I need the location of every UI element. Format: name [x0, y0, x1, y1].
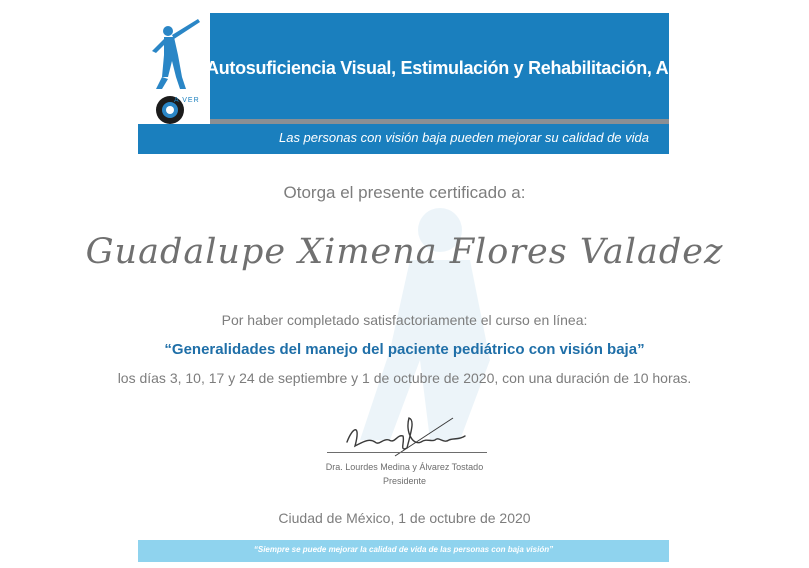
organization-tagline: Las personas con visión baja pueden mejorar su calidad de vida	[278, 130, 649, 145]
recipient-name: Guadalupe Ximena Flores Valadez	[85, 232, 724, 272]
footer-motto: “Siempre se puede mejorar la calidad de vida de las personas con baja visión”	[253, 545, 554, 554]
course-title: “Generalidades del manejo del paciente pediátrico con visión baja”	[164, 341, 645, 358]
signatory-name: Dra. Lourdes Medina y Álvarez Tostado	[325, 462, 484, 472]
place-and-date: Ciudad de México, 1 de octubre de 2020	[278, 510, 531, 526]
completion-statement: Por haber completado satisfactoriamente el curso en línea:	[221, 312, 588, 328]
organization-name: Autosuficiencia Visual, Estimulación y Rehabilitación, A.C.	[206, 58, 691, 78]
logo-wordmark: A VER	[174, 97, 200, 104]
signatory-role: Presidente	[382, 476, 427, 486]
header-banner	[138, 13, 691, 145]
signature-line	[327, 452, 487, 453]
footer-band	[138, 540, 669, 562]
course-dates: los días 3, 10, 17 y 24 de septiembre y 1 de octubre de 2020, con una duración de 10 horas.	[117, 370, 692, 386]
certificate-intro: Otorga el presente certificado a:	[283, 183, 526, 202]
